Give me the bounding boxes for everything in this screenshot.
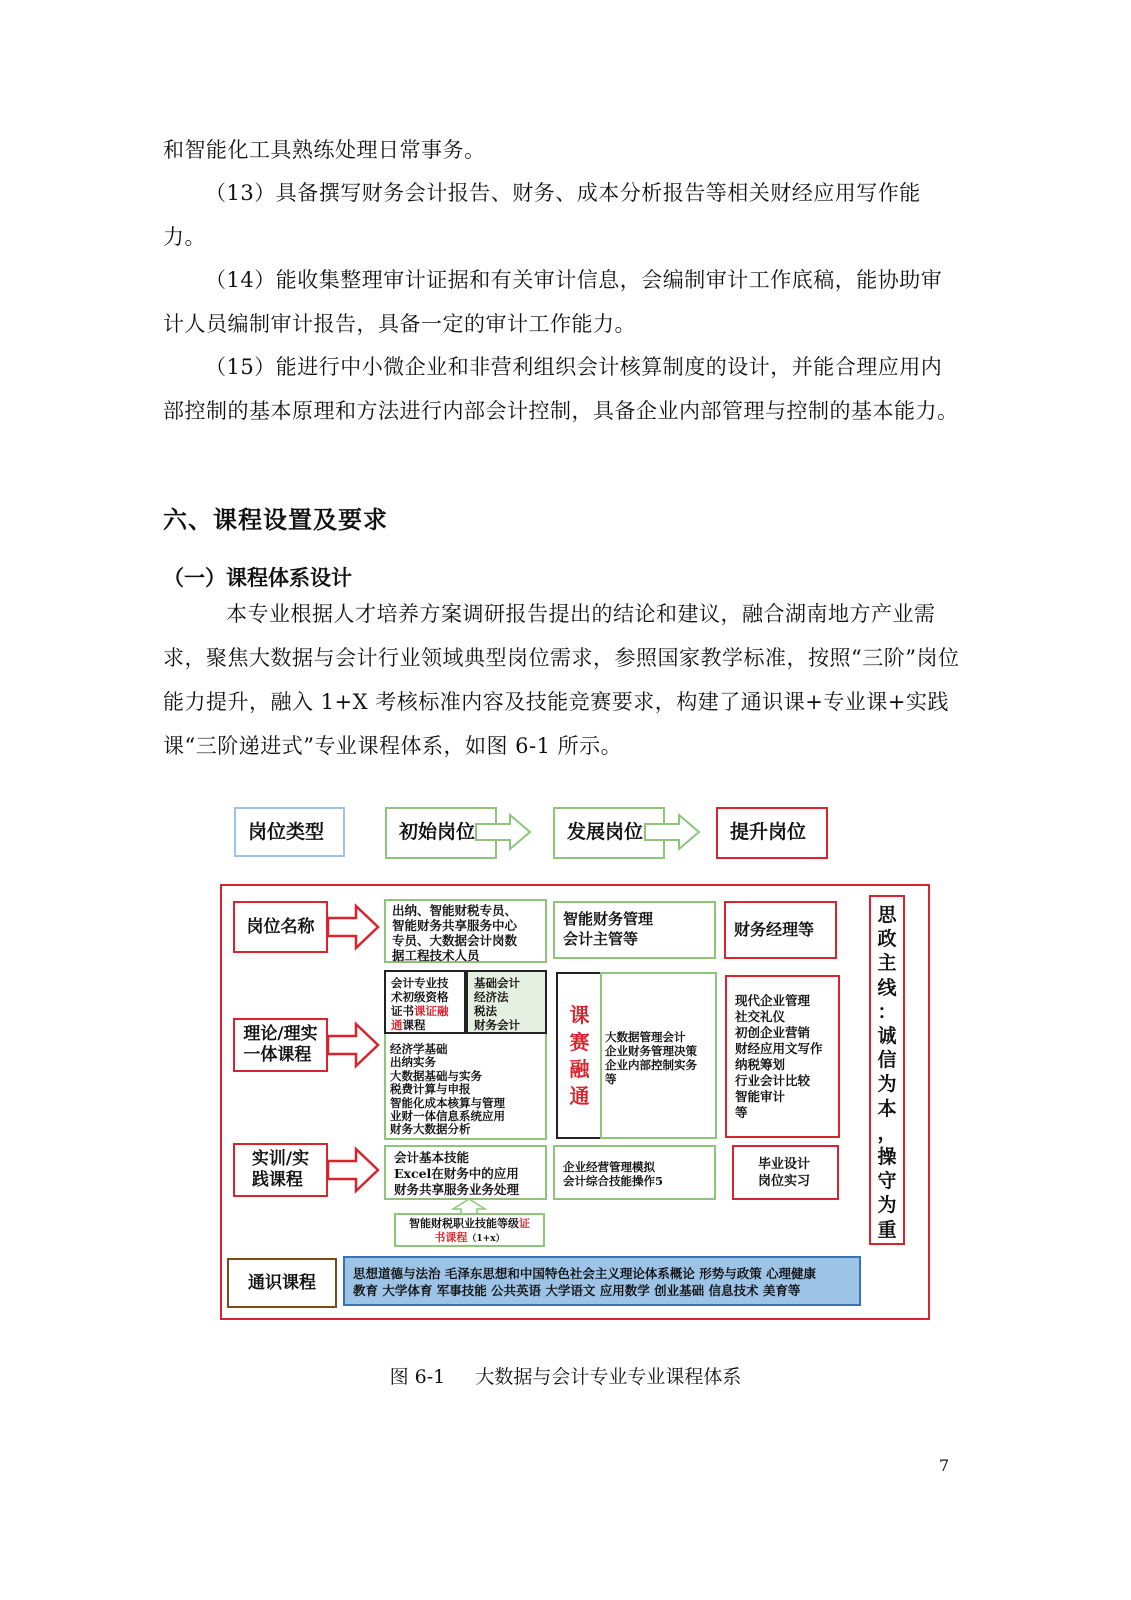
practice-development-text: 企业经营管理模拟 会计综合技能操作5: [563, 1160, 664, 1188]
competition-box: [556, 972, 603, 1139]
stage-promotion-label: 提升岗位: [730, 821, 807, 843]
section-heading: 六、课程设置及要求: [163, 506, 388, 534]
practice-promotion-text: 毕业设计 岗位实习: [758, 1157, 811, 1189]
arrow-right-icon: [326, 1020, 382, 1070]
job-promotion-text: 财务经理等: [734, 920, 815, 939]
stage-type-box: [234, 807, 345, 857]
job-initial-box: [384, 899, 547, 963]
row-label-job-text: 岗位名称: [246, 916, 315, 937]
ideology-mainline-text: 思 政 主 线 ： 诚 信 为 本 ， 操 守 为 重: [877, 904, 897, 1241]
cert-course-text-1: 会计专业技 术初级资格 证书: [391, 976, 449, 1018]
practice-initial-box: [384, 1145, 547, 1200]
x-cert-course-text-1: 智能财税职业技能等级: [409, 1217, 519, 1230]
arrow-right-icon: [643, 812, 703, 852]
x-cert-course-text-3: （1+x）: [467, 1234, 505, 1244]
figure-caption: 图 6-1 大数据与会计专业专业课程体系: [389, 1366, 742, 1388]
stage-development-label: 发展岗位: [567, 821, 644, 843]
arrow-up-icon: [451, 1198, 487, 1216]
stage-initial-box: [385, 807, 497, 859]
basic-course-text: 基础会计 经济法 税法 财务会计: [474, 976, 520, 1032]
cert-course-box: [384, 970, 466, 1034]
course-frame: [220, 884, 930, 1320]
row-label-general: [227, 1258, 337, 1308]
paragraph-13: （13）具备撰写财务会计报告、财务、成本分析报告等相关财经应用写作能力。: [163, 181, 921, 249]
job-development-text: 智能财务管理 会计主管等: [563, 910, 654, 948]
intro-paragraph: 本专业根据人才培养方案调研报告提出的结论和建议，融合湖南地方产业需 求，聚焦大数据与会计行业领域典型岗位需求，参照国家教学标准，按照“三阶”岗位能力提升，融入 1+X 考核标准内容及技能竞赛要求，构建了通识课+专业课+实践课“三阶递进式”专业课程体系，如图 6-1 所示。: [163, 602, 960, 758]
theory-promotion-box: [725, 975, 840, 1138]
job-development-box: [553, 901, 716, 959]
row-label-theory-text: 理论/理实 一体课程: [243, 1024, 318, 1065]
theory-development-box: [600, 972, 717, 1139]
page-number: 7: [939, 1456, 950, 1475]
practice-initial-text: 会计基本技能 Excel在财务中的应用 财务共享服务业务处理: [394, 1150, 520, 1197]
row-label-job: [233, 901, 328, 953]
theory-development-text: 大数据管理会计 企业财务管理决策 企业内部控制实务 等: [605, 1030, 697, 1086]
paragraph-continuation: 和智能化工具熟练处理日常事务。: [163, 138, 486, 162]
job-promotion-box: [724, 901, 837, 959]
theory-promotion-text: 现代企业管理 社交礼仪 初创企业营销 财经应用文写作 纳税筹划 行业会计比较 智能审计 等: [735, 993, 823, 1120]
stage-initial-label: 初始岗位: [399, 821, 476, 843]
competition-text: 课 赛 融 通: [569, 1003, 590, 1108]
job-initial-text: 出纳、智能财税专员、 智能财务共享服务中心 专员、大数据会计岗数 据工程技术人员: [392, 903, 518, 963]
row-label-practice-text: 实训/实 践课程: [251, 1149, 310, 1190]
arrow-right-icon: [474, 812, 534, 852]
theory-initial-box: [384, 970, 547, 1140]
subsection-heading: （一）课程体系设计: [163, 566, 352, 590]
row-label-general-text: 通识课程: [248, 1272, 316, 1293]
cert-course-text-2: 课证融 通: [391, 1004, 449, 1032]
stage-development-box: [553, 807, 665, 859]
basic-course-box: [466, 970, 547, 1034]
paragraph-15: （15）能进行中小微企业和非营利组织会计核算制度的设计，并能合理应用内部控制的基本原理和方法进行内部会计控制，具备企业内部管理与控制的基本能力。: [163, 355, 959, 423]
theory-initial-text: 经济学基础 出纳实务 大数据基础与实务 税费计算与申报 智能化成本核算与管理 业财一体信息系统应用 财务大数据分析: [390, 1042, 505, 1137]
paragraph-14: （14）能收集整理审计证据和有关审计信息，会编制审计工作底稿，能协助审计人员编制审计报告，具备一定的审计工作能力。: [163, 268, 943, 336]
arrow-right-icon: [326, 902, 382, 952]
general-courses-line-1: 思想道德与法治 毛泽东思想和中国特色社会主义理论体系概论 形势与政策 心理健康: [353, 1266, 817, 1281]
general-courses-box: [343, 1256, 861, 1306]
ideology-mainline-box: [869, 895, 905, 1245]
cert-course-text-3: 课程: [402, 1018, 426, 1032]
x-cert-course-box: [394, 1213, 545, 1247]
general-courses-line-2: 教育 大学体育 军事技能 公共英语 大学语文 应用数学 创业基础 信息技术 美育等: [353, 1283, 801, 1298]
practice-promotion-box: [732, 1145, 839, 1200]
stage-type-label: 岗位类型: [248, 821, 325, 843]
arrow-right-icon: [326, 1145, 382, 1195]
x-cert-course-text-2: 证 书课程: [434, 1217, 530, 1244]
row-label-theory: [233, 1018, 328, 1072]
stage-promotion-box: [716, 807, 828, 859]
row-label-practice: [233, 1143, 328, 1197]
practice-development-box: [553, 1145, 716, 1200]
